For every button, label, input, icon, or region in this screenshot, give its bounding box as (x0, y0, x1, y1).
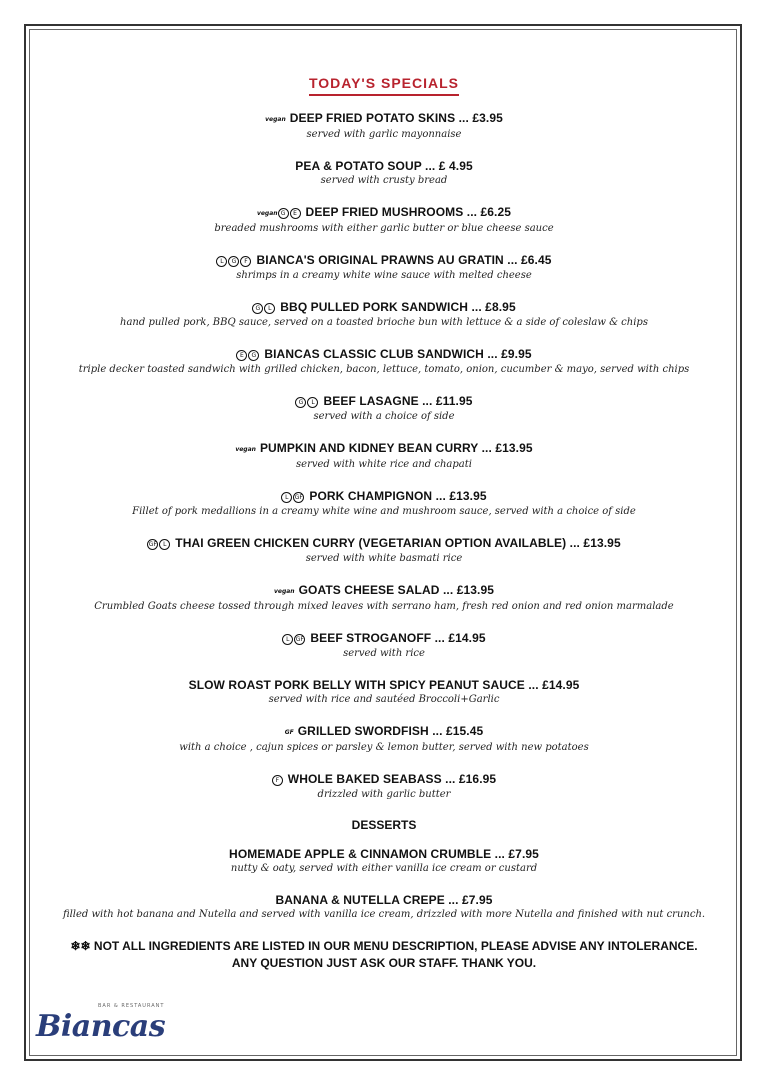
menu-item-title: DEEP FRIED POTATO SKINS ... £3.95 (289, 111, 503, 125)
gluten-icon: G (295, 397, 306, 408)
allergen-icons (272, 772, 284, 788)
menu-item-description: Crumbled Goats cheese tossed through mixed leaves with serrano ham, fresh red onion and red onion marmalade (94, 601, 674, 612)
menu-content (40, 73, 728, 972)
allergen-icons (274, 583, 295, 600)
specials-list (40, 110, 728, 802)
menu-item-name (40, 630, 728, 647)
menu-item-description: served with garlic mayonnaise (306, 129, 462, 140)
menu-item-description: served with white basmati rice (305, 553, 463, 564)
menu-item-title: THAI GREEN CHICKEN CURRY (VEGETARIAN OPTION AVAILABLE) ... £13.95 (175, 536, 621, 550)
biancas-logo (36, 1003, 166, 1063)
menu-item-description: breaded mushrooms with either garlic butter or blue cheese sauce (214, 223, 554, 234)
allergen-icons (216, 253, 252, 269)
allergen-icons (147, 536, 171, 552)
menu-item-description: shrimps in a creamy white wine sauce with melted cheese (236, 270, 532, 281)
menu-item (40, 630, 728, 661)
menu-item-title: PORK CHAMPIGNON ... £13.95 (309, 489, 487, 503)
menu-item-title: BIANCA'S ORIGINAL PRAWNS AU GRATIN ... £6.45 (256, 253, 552, 267)
menu-item (40, 299, 728, 330)
menu-item (40, 582, 728, 614)
gluten-icon: G (252, 303, 263, 314)
menu-item-name (40, 488, 728, 505)
menu-item-title: SLOW ROAST PORK BELLY WITH SPICY PEANUT SAUCE ... £14.95 (188, 678, 580, 692)
allergen-icons (257, 205, 302, 222)
allergy-note-text: NOT ALL INGREDIENTS ARE LISTED IN OUR MENU DESCRIPTION, PLEASE ADVISE ANY INTOLERANCE. ANY QUESTION JUST ASK OUR STAFF. THANK YOU. (93, 939, 698, 970)
menu-item (40, 488, 728, 519)
vegan-icon: vegan (256, 210, 278, 217)
gluten-icon: G (228, 256, 239, 267)
menu-item (40, 440, 728, 472)
gluten-icon: G (248, 350, 259, 361)
menu-item-description: served with white rice and chapati (296, 459, 472, 470)
gluten-free-icon: GF (284, 729, 294, 736)
gluten-icon: G (278, 208, 289, 219)
allergen-icons (236, 347, 260, 363)
menu-item-name (40, 252, 728, 269)
lactose-icon: L (281, 492, 292, 503)
menu-item-description: served with rice (343, 648, 425, 659)
menu-item-description: served with a choice of side (313, 411, 455, 422)
menu-item-title: PUMPKIN AND KIDNEY BEAN CURRY ... £13.95 (259, 441, 533, 455)
gluten-free-icon: GF (294, 494, 303, 501)
menu-item-name (40, 440, 728, 458)
allergen-icons (252, 300, 276, 316)
logo-wordmark: Biancas (36, 1009, 166, 1044)
lactose-icon: L (159, 539, 170, 550)
vegan-icon: vegan (265, 116, 286, 123)
menu-item-description: nutty & oaty, served with either vanilla ice cream or custard (230, 863, 538, 874)
menu-item (40, 393, 728, 424)
menu-item-title: BIANCAS CLASSIC CLUB SANDWICH ... £9.95 (264, 347, 532, 361)
menu-item-name (40, 158, 728, 174)
lactose-icon: L (264, 303, 275, 314)
menu-item-name (40, 723, 728, 741)
menu-item-name (40, 204, 728, 222)
menu-item-name (40, 892, 728, 908)
lactose-icon: L (216, 256, 227, 267)
menu-item-name (40, 346, 728, 363)
allergen-icons (235, 441, 256, 458)
menu-item (40, 677, 728, 707)
menu-item-name (40, 110, 728, 128)
lactose-icon: L (282, 634, 293, 645)
allergen-icons (265, 111, 286, 128)
menu-item-title: HOMEMADE APPLE & CINNAMON CRUMBLE ... £7.95 (229, 847, 539, 861)
menu-item (40, 158, 728, 188)
menu-item (40, 346, 728, 377)
menu-item-description: served with crusty bread (320, 175, 448, 186)
menu-item (40, 723, 728, 755)
lactose-icon: L (307, 397, 318, 408)
menu-item (40, 892, 728, 922)
snowflake-icon: ❄❄ (70, 939, 91, 953)
menu-item-title: BANANA & NUTELLA CREPE ... £7.95 (275, 893, 493, 907)
menu-item-title: BEEF LASAGNE ... £11.95 (323, 394, 473, 408)
menu-item-description: with a choice , cajun spices or parsley & lemon butter, served with new potatoes (179, 742, 589, 753)
fish-icon: F (272, 775, 283, 786)
egg-icon: E (290, 208, 301, 219)
menu-item-name (40, 771, 728, 788)
title-wrap (40, 73, 728, 110)
desserts-list (40, 846, 728, 922)
menu-item-name (40, 582, 728, 600)
gluten-free-icon: GF (295, 636, 304, 643)
allergen-icons (295, 394, 319, 410)
menu-item-title: GOATS CHEESE SALAD ... £13.95 (298, 583, 494, 597)
menu-item-name (40, 677, 728, 693)
gluten-free-icon: GF (148, 541, 157, 548)
egg-icon: E (236, 350, 247, 361)
menu-item (40, 846, 728, 876)
desserts-heading: DESSERTS (351, 818, 417, 832)
menu-item-name (40, 846, 728, 862)
menu-item-title: PEA & POTATO SOUP ... £ 4.95 (295, 159, 473, 173)
menu-item-title: WHOLE BAKED SEABASS ... £16.95 (287, 772, 497, 786)
menu-item (40, 535, 728, 566)
menu-item-description: served with rice and sautéed Broccoli+Garlic (268, 694, 500, 705)
menu-item (40, 204, 728, 236)
menu-item-title: DEEP FRIED MUSHROOMS ... £6.25 (305, 205, 512, 219)
logo-tagline: BAR & RESTAURANT (98, 1003, 165, 1009)
vegan-icon: vegan (273, 588, 295, 595)
allergy-note (40, 938, 728, 972)
page-title: TODAY'S SPECIALS (309, 75, 459, 96)
menu-item (40, 252, 728, 283)
menu-item-title: BBQ PULLED PORK SANDWICH ... £8.95 (280, 300, 516, 314)
allergen-icons (281, 489, 305, 505)
allergen-icons (282, 631, 306, 647)
menu-item (40, 110, 728, 142)
menu-item-description: hand pulled pork, BBQ sauce, served on a toasted brioche bun with lettuce & a side of coleslaw & chips (120, 317, 648, 328)
allergen-icons (285, 724, 294, 741)
menu-item-name (40, 299, 728, 316)
menu-item-title: BEEF STROGANOFF ... £14.95 (310, 631, 486, 645)
menu-item (40, 771, 728, 802)
menu-item-description: Fillet of pork medallions in a creamy white wine and mushroom sauce, served with a choice of side (132, 506, 636, 517)
menu-item-name (40, 393, 728, 410)
menu-item-description: filled with hot banana and Nutella and served with vanilla ice cream, drizzled with more Nutella and finished with nut crunch. (62, 909, 706, 920)
vegan-icon: vegan (235, 446, 256, 453)
menu-item-name (40, 535, 728, 552)
fish-icon: F (240, 256, 251, 267)
menu-item-description: drizzled with garlic butter (317, 789, 451, 800)
menu-item-title: GRILLED SWORDFISH ... £15.45 (297, 724, 484, 738)
menu-item-description: triple decker toasted sandwich with grilled chicken, bacon, lettuce, tomato, onion, cucumber & mayo, served with chips (78, 364, 690, 375)
